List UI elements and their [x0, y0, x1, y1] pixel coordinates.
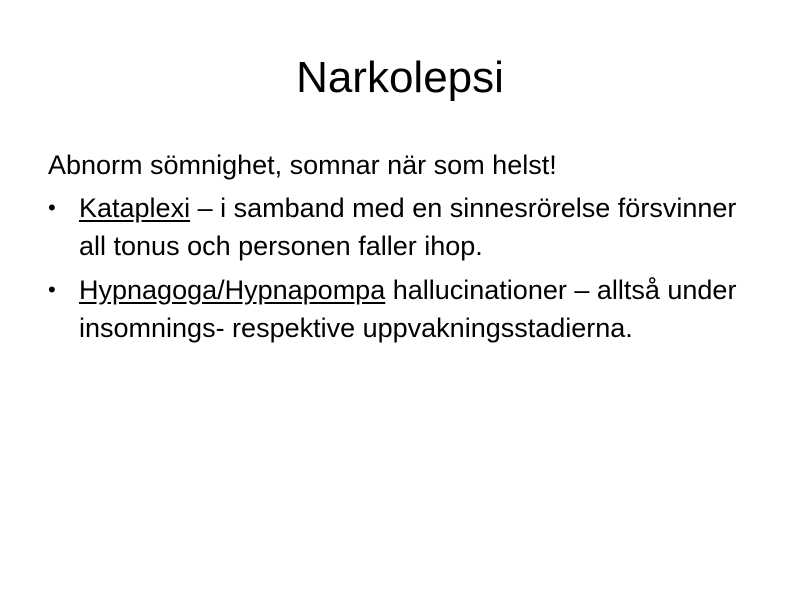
- slide-body: [48, 146, 768, 353]
- bullet-dot-icon: •: [48, 277, 56, 302]
- slide-title: Narkolepsi: [296, 53, 504, 102]
- bullet-term: Hypnagoga/Hypnapompa: [79, 275, 386, 305]
- bullet-dot-icon: •: [48, 195, 56, 220]
- bullet-text: hallucinationer – alltså under insomnings- respektive uppvakningsstadierna.: [79, 275, 737, 343]
- bullet-item-hypnagoga: [48, 271, 768, 347]
- bullet-item-kataplexi: [48, 189, 768, 265]
- lead-text: Abnorm sömnighet, somnar när som helst!: [48, 150, 557, 180]
- bullet-term: Kataplexi: [79, 193, 191, 223]
- bullet-list: [48, 189, 768, 347]
- bullet-text: – i samband med en sinnesrörelse försvinner all tonus och personen faller ihop.: [79, 193, 737, 261]
